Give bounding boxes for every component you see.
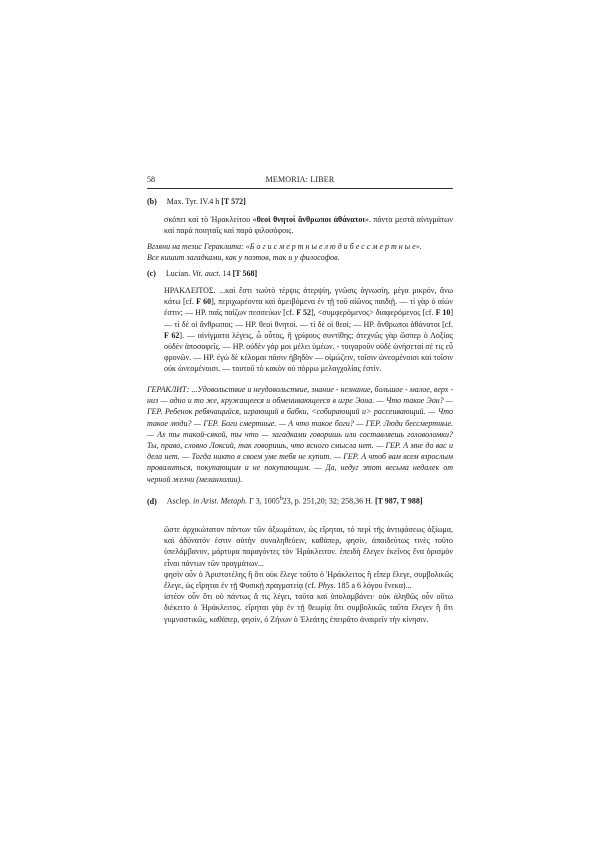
greek-paragraph: [164, 569, 453, 591]
header-rule: [147, 188, 453, 189]
source-citation-b: Max. Tyr. IV.4 h: [166, 197, 220, 206]
source-d: [147, 494, 453, 507]
greek-text-c: [164, 285, 453, 375]
fragment-ref: F 60: [196, 297, 212, 307]
greek-text-segment: ], περιχωρέοντα καὶ ἀμειβόμενα ἐν τῇ τοῦ αἰῶνος παιδιῇ. — τί γὰρ ὁ αἰών ἐστιν; — ΗΡ. παῖς παίζων πεσσεύων [cf.: [164, 297, 454, 318]
source-loc-c: 14: [220, 269, 231, 278]
russian-translation-b: [147, 241, 453, 263]
source-author-d: Asclep.: [166, 496, 191, 506]
greek-paragraph: ἰστέον οὖν ὅτι οὐ πάντως ἅ τις λέγει, ταῦτα καὶ ὑπολαμβάνει· οὐκ ἀληθῶς οὖν οὕτω διέκειτο ὁ Ἡράκλειτος. εἴρηται γὰρ ἐν τῇ θεωρίᾳ ὅτι συμβολικῶς ταῦτα ἔλεγεν ἢ ὅτι γυμναστικῶς, καθάπερ, φησίν, ὁ Ζήνων ὁ Ἐλεάτης ἐπειρᾶτο ἀναιρεῖν τὴν κίνησιν.: [164, 592, 453, 624]
item-label-b: (b): [147, 197, 157, 206]
page-number: 58: [147, 175, 155, 184]
source-superscript: b: [279, 496, 283, 502]
testimony-ref-d: [T 987, T 988]: [374, 496, 423, 506]
running-title: MEMORIA: LIBER: [265, 175, 335, 184]
greek-text-segment: φησὶν οὖν ὁ Ἀριστοτέλης ἢ ὅτι οὐκ ἔλεγε τοῦτο ὁ Ἡράκλειτος ἢ εἴπερ ἔλεγε, συμβολικῶς ἔλεγε, ὡς εἴρηται ἐν τῇ Φυσικῇ πραγματείᾳ (cf.: [164, 569, 453, 591]
greek-text-segment: ]. — αἰνίγματα λέγεις, ὦ οὗτος, ἢ γρίφους συντίθης; ἀτεχνῶς γὰρ ὥσπερ ὁ Λοξίας οὐδὲν ἀποσαφεῖς. — ΗΡ. οὐδὲν γάρ μοι μέλει ὑμέων. - τοιγαροῦν οὐδὲ ὠνήσεταί σέ τις εὖ φρονῶν. — ΗΡ. ἐγὼ δὲ κέλομαι πᾶσιν ἡβηδὸν — οἰμώζειν, τοῖσιν ὠνεομένοισι καὶ τοῖσιν οὐκ ὠνεομένοισι. — τουτοῦ τὸ κακὸν οὐ πόρρω μελαγχολίας ἐστίν.: [164, 330, 454, 374]
source-work-d: in Arist. Metaph.: [193, 496, 248, 506]
greek-text-d: [164, 524, 453, 625]
item-label-d: (d): [147, 496, 157, 506]
source-author-c: Lucian.: [165, 269, 191, 278]
greek-text-segment: ». πάντα μεστὰ αἰνιγμάτων καὶ παρὰ ποιηταῖς καὶ παρὰ φιλοσόφοις.: [164, 215, 453, 236]
quoted-paradox: θεοὶ θνητοί ἄνθρωποι ἀθάνατοι: [256, 215, 365, 224]
testimony-ref-c: [T 568]: [232, 269, 258, 278]
russian-line: Все кишит загадками, как у поэтов, так и у философов.: [147, 253, 340, 263]
running-header: [147, 175, 453, 187]
greek-paragraph: ὥστε ἀρχικώτατον πάντων τῶν ἀξιωμάτων, ὡς εἴρηται, τὸ περὶ τῆς ἀντιφάσεως ἀξίωμα, καὶ ἀδύνατόν ἐστιν αὐτὴν συναληθεύειν, καθάπερ, φησίν, ἀπαιδεύτως τινὲς τοῦτο ὑπελάμβανον, μάρτυρα παραγόντες τὸν Ἡράκλειτον. ἐπειδὴ ἔλεγεν ἐκεῖνος ἕνα ὁρισμὸν εἶναι πάντων τῶν πραγμάτων...: [164, 525, 453, 568]
fragment-ref: F 10: [435, 308, 451, 318]
greek-text-segment: ] — τί δὲ οἱ ἄνθρωποι; — ΗΡ. θεοὶ θνητοί. — τί δὲ οἱ θεοί; — ΗΡ. ἄνθρωποι ἀθάνατοι [cf.: [164, 308, 454, 329]
source-loc-d: Γ 3, 1005: [247, 496, 280, 506]
source-loc-d: 23, p. 251,20; 32; 258,36 H.: [282, 496, 373, 506]
source-work-c: Vit. auct.: [192, 269, 221, 278]
russian-translation-c: [147, 384, 453, 485]
fragment-ref: F 52: [296, 308, 311, 318]
greek-text-segment: σκόπει καὶ τὸ Ἡρακλείτου «: [164, 215, 257, 224]
source-c: [147, 268, 453, 279]
greek-text-segment: ], <συμφερόμενος> διαφερόμενος [cf.: [310, 308, 436, 318]
russian-line: Вгляни на тезис Гераклита: «Б о г и с м е р т н ы е л ю д и б е с с м е р т н ы е».: [147, 242, 422, 251]
item-label-c: (c): [147, 269, 156, 278]
work-abbrev: Phys.: [317, 581, 336, 591]
testimony-ref-b: [T 572]: [221, 197, 246, 206]
greek-text-segment: ΗΡΑΚΛΕΙΤΟΣ. ...καὶ ἔστι τωὐτὸ τέρψις ἀτερψίη, γνῶσις ἀγνωσίη, μέγα μικρόν, ἄνω κάτω [cf.: [164, 286, 453, 307]
greek-text-segment: 185 a 6 λόγου ἕνεκα)...: [335, 581, 412, 591]
fragment-ref: F 62: [164, 330, 180, 340]
russian-paragraph: ГЕРАКЛИТ: ...Удовольствие и неудовольствие, знание - незнание, большое - малое, верх - низ — одно и то же, кружащееся и обменивающееся в игре Эона. — Что такое Эон? — ГЕР. Ребенок ребячащийся, играющий в бабки, <собирающий и> рассеивающий. — Что такое люди? — ГЕР. Боги смертные. — А что такое боги? — ГЕР. Люди бессмертные. — Ах ты такой-сякой, ты что — загадками говоришь или составляешь головоломки? Ты, право, словно Локсий, так говоришь, что ясного смысла нет. — ГЕР. А мне до вас и дела нет. — Тогда никто в своем уме тебя не купит. — ГЕР. А чтоб вам всем взрослым провалиться, покупающим и не покупающим. — Да, недуг этот весьма недалек от черной желчи (меланхолии).: [147, 385, 453, 484]
greek-text-b: [164, 214, 453, 236]
source-b: [147, 196, 453, 207]
